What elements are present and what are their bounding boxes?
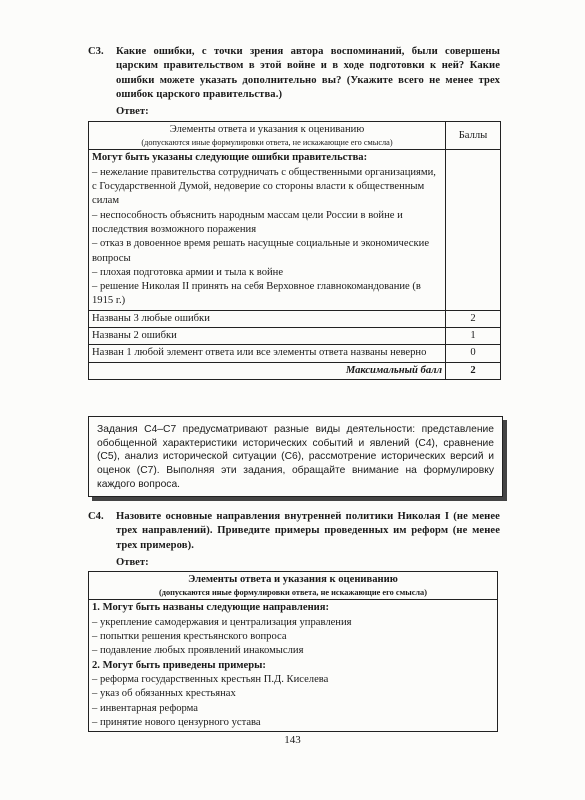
list-item: – неспособность объяснить народным массам цели России в войне и последствия возможного поражения (92, 209, 442, 238)
score-points: 2 (446, 310, 501, 327)
grading-table-c4 (88, 571, 498, 732)
table-row (89, 310, 501, 327)
points-cell-empty (446, 150, 501, 310)
list-item: – реформа государственных крестьян П.Д. Киселева (92, 673, 494, 687)
max-score-label: Максимальный балл (89, 362, 446, 379)
list-item: – нежелание правительства сотрудничать с общественными организациями, с Государственной Думой, недоверие со стороны власти к общественным силам (92, 166, 442, 209)
question-number-c4: С4. (88, 511, 104, 522)
table-row-max (89, 362, 501, 379)
answer-label-c4: Ответ: (116, 557, 149, 568)
score-text: Названы 2 ошибки (89, 328, 446, 345)
info-box: Задания С4–С7 предусматривают разные виды деятельности: представление обобщенной характеристики исторических событий и явлений (С4), сравнение (С5), анализ исторической ситуации (С6), рассмотрение исторических версий и оценок (С7). Выполняя эти задания, обращайте внимание на формулировку каждого вопроса. (88, 416, 503, 497)
page-number: 143 (284, 734, 301, 746)
header-elements (89, 122, 446, 150)
table-row (89, 328, 501, 345)
score-text: Названы 3 любые ошибки (89, 310, 446, 327)
list-item: – попытки решения крестьянского вопроса (92, 630, 494, 644)
score-text: Назван 1 любой элемент ответа или все элементы ответа названы неверно (89, 345, 446, 362)
score-points: 0 (446, 345, 501, 362)
list-item: – плохая подготовка армии и тыла к войне (92, 266, 442, 280)
list-item: – принятие нового цензурного устава (92, 716, 494, 730)
section-heading: 2. Могут быть приведены примеры: (92, 659, 266, 671)
list-item: – подавление любых проявлений инакомыслия (92, 644, 494, 658)
header-main: Элементы ответа и указания к оцениванию (188, 574, 398, 585)
criteria-cell (89, 150, 446, 310)
directions-list (92, 616, 494, 659)
table-header-row (89, 572, 498, 600)
question-number-c3: С3. (88, 46, 104, 57)
table-row (89, 150, 501, 310)
question-text-c3: Какие ошибки, с точки зрения автора воспоминаний, были совершены царским правительством в этой войне и в ходе подготовки к ней? Какие ошибки можете указать дополнительно вы? (Укажите всего не менее трех ошибок царского правительства.) (116, 46, 500, 100)
list-item: – указ об обязанных крестьянах (92, 687, 494, 701)
criteria-intro: Могут быть указаны следующие ошибки правительства: (92, 152, 368, 164)
examples-list (92, 673, 494, 730)
list-item: – отказ в довоенное время решать насущные социальные и экономические вопросы (92, 237, 442, 266)
table-row (89, 600, 498, 732)
header-points: Баллы (446, 122, 501, 150)
header-main: Элементы ответа и указания к оцениванию (169, 124, 365, 135)
criteria-cell (89, 600, 498, 732)
table-row (89, 345, 501, 362)
list-item: – укрепление самодержавия и централизация управления (92, 616, 494, 630)
section-heading: 1. Могут быть названы следующие направления: (92, 602, 330, 614)
header-sub: (допускаются иные формулировки ответа, не искажающие его смысла) (159, 588, 427, 598)
table-header-row (89, 122, 501, 150)
answer-label-c3: Ответ: (116, 106, 149, 117)
max-score-points: 2 (446, 362, 501, 379)
grading-table-c3 (88, 121, 501, 380)
list-item: – решение Николая II принять на себя Верховное главнокомандование (в 1915 г.) (92, 280, 442, 309)
header-sub: (допускаются иные формулировки ответа, не искажающие его смысла) (141, 138, 393, 148)
criteria-list (92, 166, 442, 309)
score-points: 1 (446, 328, 501, 345)
header-elements (89, 572, 498, 600)
question-text-c4: Назовите основные направления внутренней политики Николая I (не менее трех направлений). Приведите примеры проведенных им реформ (не менее трех примеров). (116, 511, 500, 551)
list-item: – инвентарная реформа (92, 702, 494, 716)
